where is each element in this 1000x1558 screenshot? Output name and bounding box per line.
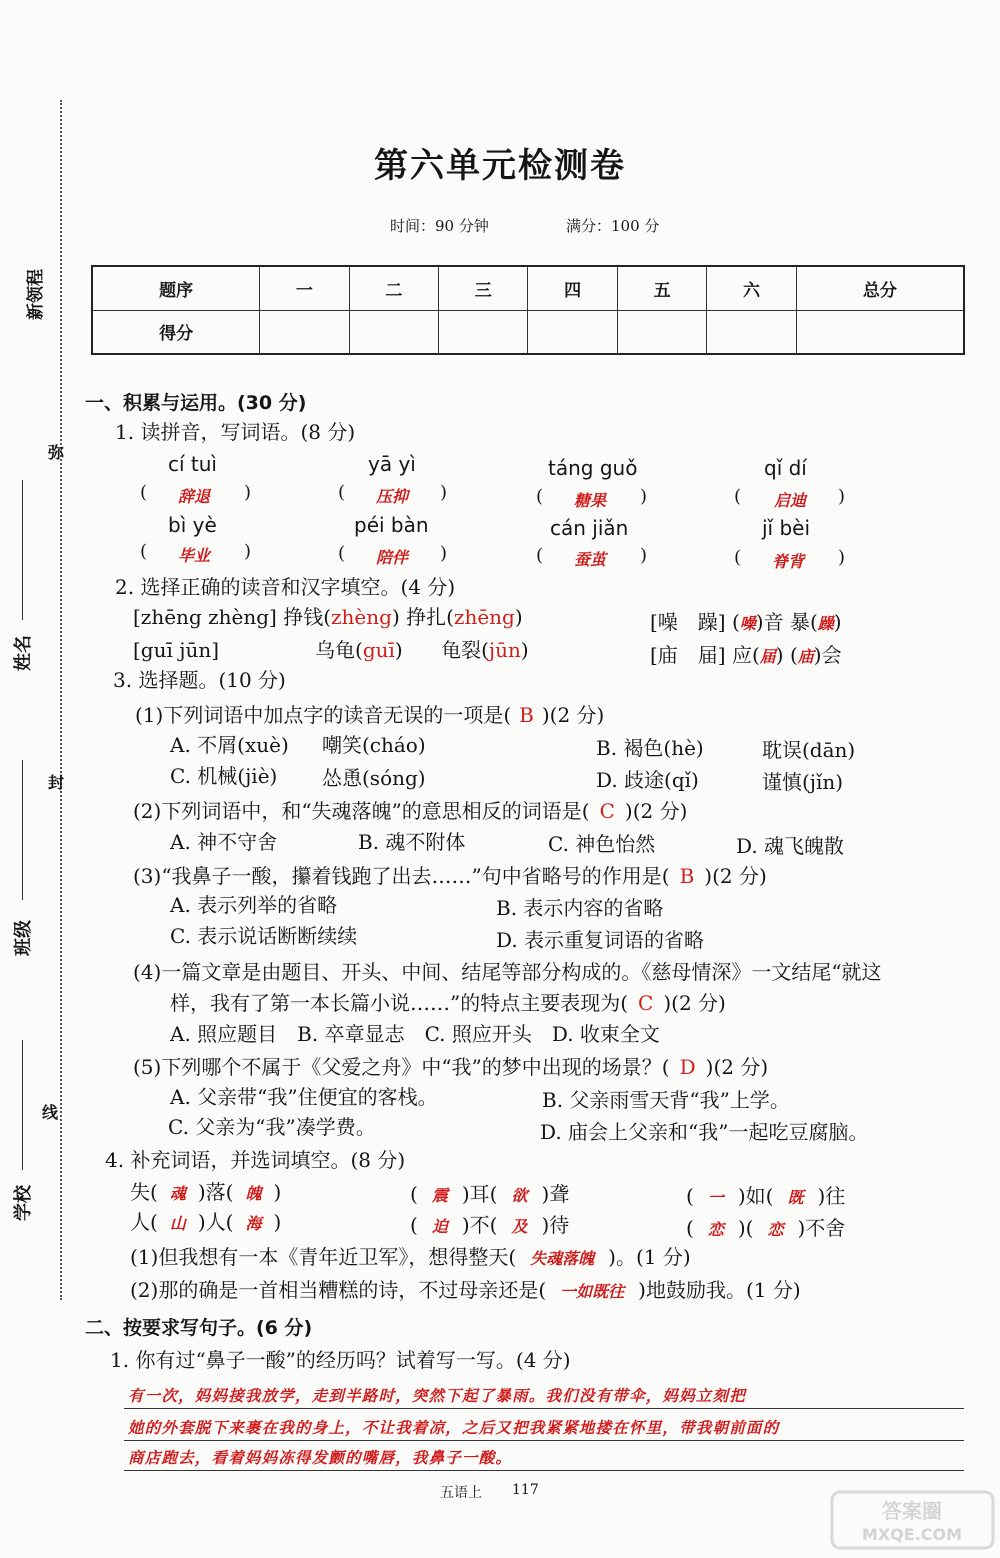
q3-5-answer[interactable]: D	[679, 1055, 696, 1079]
class-write-line[interactable]	[22, 760, 23, 900]
q4-word: ( 恋 )( 恋 )不舍	[686, 1216, 846, 1240]
q1-stem: 1. 读拼音，写词语。(8 分)	[115, 420, 356, 444]
pinyin-2: yā yì	[368, 452, 416, 476]
name-label: 姓名	[13, 635, 34, 671]
q3-4-options: A. 照应题目 B. 卒章显志 C. 照应开头 D. 收束全文	[170, 1022, 660, 1046]
q4-sentence-1: (1)但我想有一本《青年近卫军》，想得整天( 失魂落魄 )。(1 分)	[130, 1245, 691, 1269]
table-header: 总分	[796, 266, 964, 310]
score-cell[interactable]	[796, 310, 964, 354]
table-header: 题序	[92, 266, 260, 310]
q3-2-option: B. 魂不附体	[358, 830, 466, 854]
seal-mark-feng: 封	[48, 773, 65, 792]
q3-5: (5)下列哪个不属于《父爱之舟》中“我”的梦中出现的场景？( D )(2 分)	[133, 1055, 769, 1079]
q2-ans-zheng4[interactable]: zhèng	[331, 605, 392, 629]
q3-2-option: C. 神色怡然	[548, 832, 656, 856]
q3-3-option: A. 表示列举的省略	[170, 893, 338, 917]
q2-ans-jie[interactable]: 届	[759, 647, 776, 666]
q2-stem: 2. 选择正确的读音和汉字填空。(4 分)	[115, 575, 456, 599]
page-title: 第六单元检测卷	[374, 146, 626, 186]
q2-line1-right: [噪 躁] (噪)音 暴(躁)	[650, 610, 842, 634]
footer-book: 五语上	[440, 1485, 482, 1501]
answer-2[interactable]: 压抑	[376, 487, 409, 506]
q2-line1: [zhēng zhèng] 挣钱(zhèng) 挣扎(zhēng)	[133, 605, 523, 629]
q2-line2-bracket: [guī jūn]	[133, 638, 220, 662]
answer-6[interactable]: 陪伴	[376, 548, 409, 567]
svg-text:MXQE.COM: MXQE.COM	[861, 1525, 963, 1544]
q3-1-option: C. 机械(jiè)	[170, 764, 278, 788]
pinyin-6: péi bàn	[354, 513, 429, 537]
answer-5[interactable]: 毕业	[178, 546, 211, 565]
q3-1-answer[interactable]: B	[519, 703, 534, 727]
write-line	[124, 1440, 964, 1441]
answer-7[interactable]: 蚕茧	[574, 550, 607, 569]
score-cell[interactable]	[707, 310, 796, 354]
q4-word: ( 一 )如( 既 )往	[686, 1184, 846, 1208]
q3-1-option: 嘲笑(cháo)	[322, 733, 426, 757]
pinyin-1: cí tuì	[168, 452, 217, 476]
score-cell[interactable]	[439, 310, 528, 354]
full-score-info: 满分：100 分	[566, 217, 660, 235]
answer-3[interactable]: 糖果	[574, 491, 607, 510]
score-cell[interactable]	[349, 310, 438, 354]
pinyin-5: bì yè	[168, 513, 217, 537]
q3-stem: 3. 选择题。(10 分)	[113, 668, 286, 692]
q2-ans-zao[interactable]: 噪	[739, 614, 756, 633]
table-header: 二	[349, 266, 438, 310]
binding-dotted-line	[60, 100, 62, 1300]
q2-ans-zao2[interactable]: 躁	[817, 614, 834, 633]
q3-2-option: D. 魂飞魄散	[736, 834, 845, 858]
q3-3-option: B. 表示内容的省略	[496, 896, 664, 920]
q3-3-option: C. 表示说话断断续续	[170, 924, 358, 948]
q2-ans-zheng1[interactable]: zhēng	[453, 605, 515, 629]
q3-5-option: D. 庙会上父亲和“我”一起吃豆腐脑。	[540, 1120, 869, 1144]
q4-word: ( 迫 )不( 及 )待	[410, 1213, 570, 1237]
school-label: 学校	[13, 1185, 34, 1221]
q4-s1-answer[interactable]: 失魂落魄	[530, 1249, 595, 1268]
q2-ans-gui[interactable]: guī	[362, 638, 395, 662]
q2-ans-jun[interactable]: jūn	[488, 638, 521, 662]
answer-1[interactable]: 辞退	[178, 487, 211, 506]
q4-word: ( 震 )耳( 欲 )聋	[410, 1182, 570, 1206]
name-write-line[interactable]	[22, 480, 23, 620]
school-write-line[interactable]	[22, 1040, 23, 1170]
q3-5-option: B. 父亲雨雪天背“我”上学。	[542, 1088, 790, 1112]
q2-ans-miao[interactable]: 庙	[797, 647, 814, 666]
pinyin-3: táng guǒ	[548, 456, 638, 480]
pinyin-7: cán jiǎn	[550, 516, 629, 540]
section-2-heading: 二、按要求写句子。(6 分)	[85, 1317, 313, 1339]
pinyin-8: jǐ bèi	[762, 516, 811, 540]
q3-3-option: D. 表示重复词语的省略	[496, 928, 705, 952]
score-cell[interactable]	[617, 310, 706, 354]
watermark-logo	[830, 1490, 995, 1550]
svg-text:答案圈: 答案圈	[882, 1499, 942, 1523]
q3-3-answer[interactable]: B	[679, 864, 695, 888]
write-line	[124, 1470, 964, 1471]
q3-1-option: A. 不屑(xuè)	[170, 733, 289, 757]
score-cell[interactable]	[528, 310, 617, 354]
write-line	[124, 1408, 964, 1409]
q3-1-option: 谨慎(jǐn)	[762, 770, 844, 794]
q3-3: (3)“我鼻子一酸，攥着钱跑了出去……”句中省略号的作用是( B )(2 分)	[133, 864, 767, 888]
q3-1-option: 怂恿(sóng)	[322, 766, 426, 790]
q3-1-option: D. 歧途(qǐ)	[596, 768, 699, 792]
class-label: 班级	[13, 920, 34, 956]
q3-2-answer[interactable]: C	[599, 799, 615, 823]
q4-word: 人( 山 )人( 海 )	[130, 1210, 282, 1234]
q3-2-option: A. 神不守舍	[170, 830, 278, 854]
time-info: 时间：90 分钟	[390, 217, 489, 235]
s2-q1-stem: 1. 你有过“鼻子一酸”的经历吗？试着写一写。(4 分)	[110, 1348, 571, 1372]
svg-text:新领程: 新领程	[26, 269, 46, 320]
q3-4-line1: (4)一篇文章是由题目、开头、中间、结尾等部分构成的。《慈母情深》一文结尾“就这	[133, 960, 882, 984]
table-header: 六	[707, 266, 796, 310]
q3-1: (1)下列词语中加点字的读音无误的一项是( B )(2 分)	[135, 703, 605, 727]
table-header: 五	[617, 266, 706, 310]
pinyin-4: qǐ dí	[764, 456, 807, 480]
q2-line2-right: [庙 届] 应(届) (庙)会	[650, 643, 842, 667]
q4-s2-answer[interactable]: 一如既往	[560, 1282, 625, 1301]
table-header: 三	[439, 266, 528, 310]
essay-line-2: 她的外套脱下来裹在我的身上，不让我着凉，之后又把我紧紧地搂在怀里，带我朝前面的	[128, 1419, 780, 1437]
q4-stem: 4. 补充词语，并选词填空。(8 分)	[105, 1148, 406, 1172]
table-row-label: 得分	[92, 310, 260, 354]
answer-4[interactable]: 启迪	[774, 491, 807, 510]
q3-5-option: C. 父亲为“我”凑学费。	[168, 1115, 376, 1139]
q3-4-line2: 样，我有了第一本长篇小说……”的特点主要表现为( C )(2 分)	[170, 991, 726, 1015]
essay-line-3: 商店跑去，看着妈妈冻得发颤的嘴唇，我鼻子一酸。	[128, 1449, 513, 1467]
q3-1-option: 耽误(dān)	[762, 738, 856, 762]
q4-sentence-2: (2)那的确是一首相当糟糕的诗，不过母亲还是( 一如既往 )地鼓励我。(1 分)	[130, 1278, 801, 1302]
q4-word: 失( 魂 )落( 魄 )	[130, 1180, 282, 1204]
table-header: 一	[260, 266, 349, 310]
essay-line-1: 有一次，妈妈接我放学，走到半路时，突然下起了暴雨。我们没有带伞，妈妈立刻把	[128, 1387, 746, 1405]
section-1-heading: 一、积累与运用。(30 分)	[85, 392, 307, 414]
q3-2: (2)下列词语中，和“失魂落魄”的意思相反的词语是( C )(2 分)	[133, 799, 688, 823]
q3-4-answer[interactable]: C	[638, 991, 654, 1015]
page-number: 117	[512, 1482, 539, 1498]
score-table	[91, 265, 965, 355]
score-cell[interactable]	[260, 310, 349, 354]
answer-8[interactable]: 脊背	[772, 552, 805, 571]
seal-mark-xian: 线	[42, 1103, 59, 1122]
table-header: 四	[528, 266, 617, 310]
brand-logo	[6, 255, 46, 405]
q2-line2-mid: 乌龟(guī) 龟裂(jūn)	[315, 638, 529, 662]
q3-1-option: B. 褐色(hè)	[596, 736, 704, 760]
q3-5-option: A. 父亲带“我”住便宜的客栈。	[170, 1085, 438, 1109]
seal-mark-mi: 弥	[48, 443, 65, 462]
